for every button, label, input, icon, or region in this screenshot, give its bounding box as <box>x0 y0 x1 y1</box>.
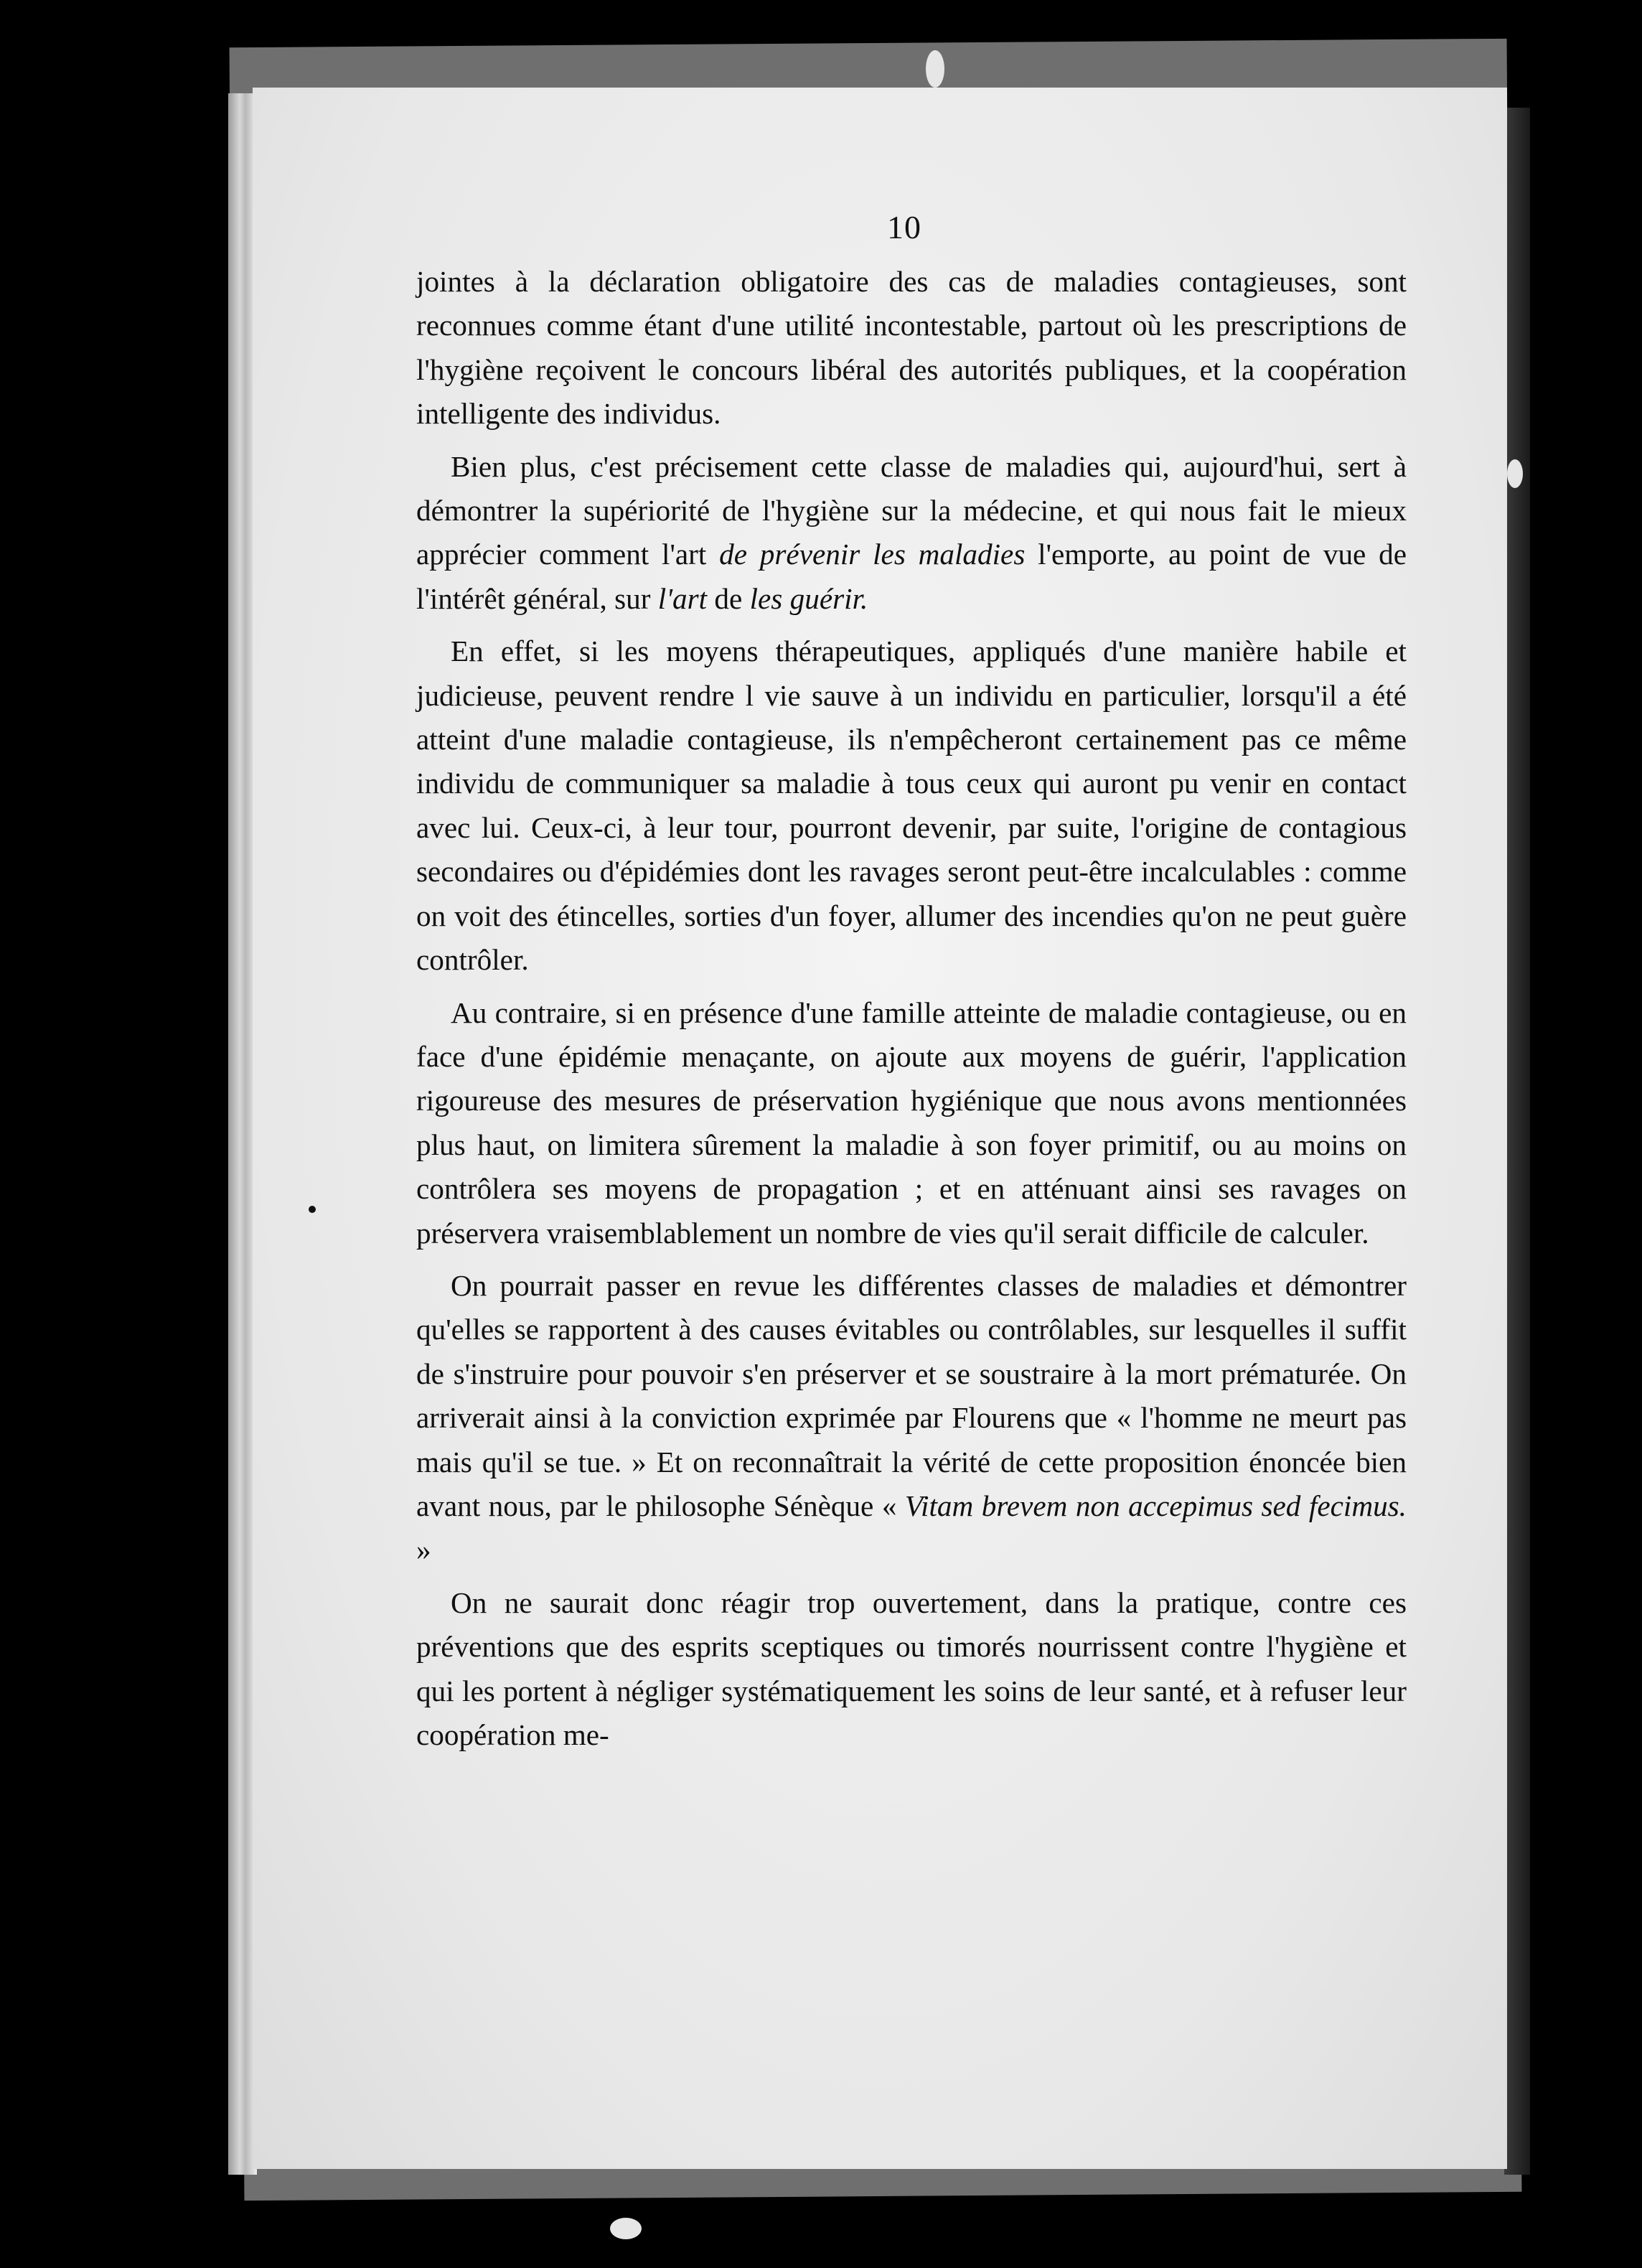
paragraph-p1 <box>416 260 1407 436</box>
italic-text: les guérir. <box>749 581 868 615</box>
book-page <box>253 88 1507 2169</box>
page-number-text: 10 <box>887 209 921 245</box>
scan-artifact <box>610 2218 642 2239</box>
text-run: de <box>707 581 750 615</box>
paragraph-p3 <box>416 629 1407 982</box>
paragraph-p2 <box>416 445 1407 622</box>
text-run: On pourrait passer en revue les différentes classes de maladies et démontrer qu'elles se rapportent à des causes évitables ou contrôlables, sur lesquelles il suffit de s'instruire pour pouvoir s'en préserver et se soustraire à la mort prématurée. On arriverait ainsi à la conviction exprimée par Flourens que « l'homme ne meurt pas mais qu'il se tue. » Et on reconnaîtrait la vérité de cette proposition énoncée bien avant nous, par le philosophe Sénèque « <box>416 1268 1407 1522</box>
italic-text: Vitam brevem non accepimus sed fecimus. <box>904 1489 1407 1522</box>
text-run: En effet, si les moyens thérapeutiques, appliqués d'une manière habile et judicieuse, peuvent rendre l vie sauve à un individu en particulier, lorsqu'il a été atteint d'une maladie contagieuse, ils n'empêcheront certainement pas ce même individu de communiquer sa maladie à tous ceux qui auront pu venir en contact avec lui. Ceux-ci, à leur tour, pourront devenir, par suite, l'origine de contagious secondaires ou d'épidémies dont les ravages seront peut-être incalculables : comme on voit des étincelles, sorties d'un foyer, allumer des incendies qu'on ne peut guère contrôler. <box>416 634 1407 977</box>
body-text <box>416 260 1407 1766</box>
paragraph-p4 <box>416 991 1407 1255</box>
italic-text: de prévenir les maladies <box>719 538 1026 571</box>
scan-artifact <box>309 1206 316 1213</box>
scan-artifact <box>1507 459 1523 488</box>
page-stack-right-edge <box>1504 108 1530 2175</box>
text-run: On ne saurait donc réagir trop ouvertement, dans la pratique, contre ces préventions que des esprits sceptiques ou timorés nourrissent contre l'hygiène et qui les portent à négliger systématiquement les soins de leur santé, et à refuser leur coopération me- <box>416 1585 1407 1751</box>
text-run: Au contraire, si en présence d'une famille atteinte de maladie contagieuse, ou en face d'une épidémie menaçante, on ajoute aux moyens de guérir, l'application rigoureuse des mesures de préservation hygiénique que nous avons mentionnées plus haut, on limitera sûrement la maladie à son foyer primitif, ou au moins on contrôlera ses moyens de propagation ; et en atténuant ainsi ses ravages on préservera vraisemblablement un nombre de vies qu'il serait difficile de calculer. <box>416 995 1407 1250</box>
italic-text: l'art <box>657 581 708 615</box>
paragraph-p6 <box>416 1581 1407 1758</box>
text-run: Bien plus, c'est précisement cette classe de maladies qui, aujourd'hui, sert à démontrer la supériorité de l'hygiène sur la médecine, et qui nous fait le mieux apprécier comment l'art <box>416 449 1407 571</box>
text-run: » <box>416 1533 431 1567</box>
text-run: jointes à la déclaration obligatoire des cas de maladies contagieuses, sont reconnues comme étant d'une utilité incontestable, partout où les prescriptions de l'hygiène reçoivent le concours libéral des autorités publiques, et la coopération intelligente des individus. <box>416 265 1407 431</box>
page-number <box>253 208 1507 246</box>
text-run: l'emporte, au point de vue de l'intérêt général, sur <box>416 538 1407 615</box>
paragraph-p5 <box>416 1264 1407 1573</box>
scan-artifact <box>926 50 944 88</box>
